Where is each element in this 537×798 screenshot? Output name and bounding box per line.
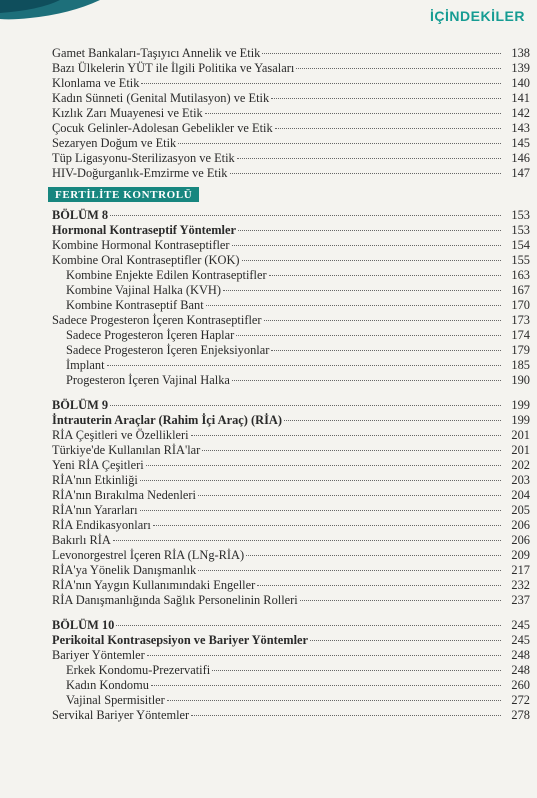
toc-entry[interactable] <box>52 298 530 313</box>
toc-entry-title: RİA'nın Yaygın Kullanımındaki Engeller <box>52 578 256 592</box>
toc-entry-title: Tüp Ligasyonu-Sterilizasyon ve Etik <box>52 151 235 165</box>
dot-leader <box>141 83 501 84</box>
toc-entry-page: 142 <box>511 106 530 120</box>
toc-entry-page: 209 <box>511 548 530 562</box>
dot-leader <box>205 113 501 114</box>
toc-entry-title: Kombine Enjekte Edilen Kontraseptifler <box>66 268 267 282</box>
toc-entry-page: 174 <box>511 328 530 342</box>
dot-leader <box>191 715 501 716</box>
toc-entry[interactable] <box>52 443 530 458</box>
toc-entry-title: Türkiye'de Kullanılan RİA'lar <box>52 443 201 457</box>
toc-entry-page: 170 <box>511 298 530 312</box>
toc-entry-title: İntrauterin Araçlar (Rahim İçi Araç) (RİA) <box>52 413 282 427</box>
toc-entry-page: 232 <box>511 578 530 592</box>
dot-leader <box>146 465 501 466</box>
toc-entry-page: 204 <box>511 488 530 502</box>
toc-entry-page: 145 <box>511 136 530 150</box>
dot-leader <box>237 158 501 159</box>
toc-entry-title: Bariyer Yöntemler <box>52 648 145 662</box>
dot-leader <box>275 128 501 129</box>
toc-entry[interactable] <box>52 373 530 388</box>
toc-entry-title: Progesteron İçeren Vajinal Halka <box>66 373 230 387</box>
toc-entry[interactable] <box>52 563 530 578</box>
toc-entry-title: Hormonal Kontraseptif Yöntemler <box>52 223 236 237</box>
dot-leader <box>107 365 501 366</box>
toc-entry-title: RİA'ya Yönelik Danışmanlık <box>52 563 197 577</box>
toc-entry-page: 237 <box>511 593 530 607</box>
toc-entry-title: İmplant <box>66 358 105 372</box>
toc-entry-title: Kombine Hormonal Kontraseptifler <box>52 238 230 252</box>
toc-entry[interactable] <box>52 503 530 518</box>
toc-entry-title: Levonorgestrel İçeren RİA (LNg-RİA) <box>52 548 245 562</box>
dot-leader <box>212 670 501 671</box>
toc-entry-page: 138 <box>511 46 530 60</box>
dot-leader <box>153 525 501 526</box>
toc-entry[interactable] <box>52 678 530 693</box>
toc-entry[interactable] <box>52 61 530 76</box>
toc-entry-page: 153 <box>511 223 530 237</box>
toc-entry[interactable] <box>52 208 530 223</box>
toc-entry-page: 185 <box>511 358 530 372</box>
toc-entry-title: Kadın Kondomu <box>66 678 149 692</box>
toc-entry-title: Sadece Progesteron İçeren Haplar <box>66 328 235 342</box>
toc-entry-title: RİA'nın Yararları <box>52 503 138 517</box>
toc-entry-page: 154 <box>511 238 530 252</box>
toc-entry[interactable] <box>52 358 530 373</box>
toc-entry-title: Vajinal Spermisitler <box>66 693 165 707</box>
toc-entry-page: 205 <box>511 503 530 517</box>
section-heading: FERTİLİTE KONTROLÜ <box>48 187 199 202</box>
toc-entry-title: Perikoital Kontrasepsiyon ve Bariyer Yöntemler <box>52 633 309 647</box>
toc-entry-title: Sezaryen Doğum ve Etik <box>52 136 177 150</box>
toc-entry[interactable] <box>52 253 530 268</box>
toc-entry-page: 201 <box>511 443 530 457</box>
toc-entry[interactable] <box>52 106 530 121</box>
toc-entry-page: 179 <box>511 343 530 357</box>
toc-entry-page: 245 <box>511 633 530 647</box>
toc-entry[interactable] <box>52 76 530 91</box>
toc-entry[interactable] <box>52 428 530 443</box>
toc-entry-title: Kombine Vajinal Halka (KVH) <box>66 283 221 297</box>
toc-entry-page: 202 <box>511 458 530 472</box>
toc-entry[interactable] <box>52 121 530 136</box>
dot-leader <box>257 585 501 586</box>
dot-leader <box>300 600 501 601</box>
toc-entry-title: Kızlık Zarı Muayenesi ve Etik <box>52 106 203 120</box>
dot-leader <box>271 350 501 351</box>
dot-leader <box>284 420 501 421</box>
dot-leader <box>232 380 501 381</box>
toc-group-chapter-9 <box>52 398 530 608</box>
toc-entry-page: 248 <box>511 648 530 662</box>
dot-leader <box>110 215 501 216</box>
toc-entry-page: 163 <box>511 268 530 282</box>
dot-leader <box>178 143 501 144</box>
toc-entry-title: Kombine Kontraseptif Bant <box>66 298 204 312</box>
toc-entry-page: 190 <box>511 373 530 387</box>
toc-entry-page: 153 <box>511 208 530 222</box>
toc-entry[interactable] <box>52 708 530 723</box>
dot-leader <box>271 98 501 99</box>
toc-entry-title: BÖLÜM 10 <box>52 618 115 632</box>
toc-entry[interactable] <box>52 343 530 358</box>
toc-entry-page: 199 <box>511 398 530 412</box>
toc-entry-title: RİA Endikasyonları <box>52 518 151 532</box>
toc-entry-page: 139 <box>511 61 530 75</box>
table-of-contents <box>52 46 530 723</box>
toc-entry-title: Klonlama ve Etik <box>52 76 140 90</box>
toc-entry-page: 146 <box>511 151 530 165</box>
toc-entry[interactable] <box>52 313 530 328</box>
toc-entry-page: 278 <box>511 708 530 722</box>
dot-leader <box>140 480 501 481</box>
toc-entry-page: 155 <box>511 253 530 267</box>
dot-leader <box>242 260 501 261</box>
toc-entry-page: 167 <box>511 283 530 297</box>
toc-entry[interactable] <box>52 136 530 151</box>
toc-entry[interactable] <box>52 488 530 503</box>
toc-entry-title: Kadın Sünneti (Genital Mutilasyon) ve Etik <box>52 91 270 105</box>
toc-entry-title: RİA'nın Bırakılma Nedenleri <box>52 488 196 502</box>
toc-entry[interactable] <box>52 663 530 678</box>
dot-leader <box>206 305 501 306</box>
toc-entry[interactable] <box>52 283 530 298</box>
dot-leader <box>246 555 501 556</box>
dot-leader <box>191 435 501 436</box>
toc-entry[interactable] <box>52 548 530 563</box>
toc-entry[interactable] <box>52 91 530 106</box>
toc-entry-page: 206 <box>511 533 530 547</box>
dot-leader <box>167 700 501 701</box>
toc-entry[interactable] <box>52 398 530 413</box>
dot-leader <box>198 495 501 496</box>
toc-entry-page: 260 <box>511 678 530 692</box>
dot-leader <box>223 290 501 291</box>
toc-entry[interactable] <box>52 166 530 181</box>
toc-entry-page: 173 <box>511 313 530 327</box>
toc-entry-page: 248 <box>511 663 530 677</box>
dot-leader <box>264 320 501 321</box>
dot-leader <box>113 540 501 541</box>
toc-entry[interactable] <box>52 578 530 593</box>
toc-entry-page: 203 <box>511 473 530 487</box>
dot-leader <box>140 510 501 511</box>
corner-decoration <box>0 0 110 20</box>
page-title: İÇİNDEKİLER <box>430 8 525 24</box>
toc-entry-title: BÖLÜM 9 <box>52 398 109 412</box>
toc-entry[interactable] <box>52 151 530 166</box>
toc-entry-page: 143 <box>511 121 530 135</box>
toc-entry[interactable] <box>52 328 530 343</box>
toc-entry-title: Bakırlı RİA <box>52 533 111 547</box>
toc-entry[interactable] <box>52 413 530 428</box>
toc-entry-title: HIV-Doğurganlık-Emzirme ve Etik <box>52 166 228 180</box>
dot-leader <box>236 335 501 336</box>
toc-entry[interactable] <box>52 46 530 61</box>
toc-entry[interactable] <box>52 533 530 548</box>
dot-leader <box>296 68 501 69</box>
toc-entry-title: Gamet Bankaları-Taşıyıcı Annelik ve Etik <box>52 46 261 60</box>
toc-entry-title: Sadece Progesteron İçeren Kontraseptifler <box>52 313 262 327</box>
dot-leader <box>238 230 501 231</box>
toc-entry-page: 206 <box>511 518 530 532</box>
toc-entry[interactable] <box>52 268 530 283</box>
dot-leader <box>230 173 502 174</box>
dot-leader <box>202 450 501 451</box>
toc-entry[interactable] <box>52 693 530 708</box>
toc-entry-page: 245 <box>511 618 530 632</box>
toc-entry-title: RİA'nın Etkinliği <box>52 473 138 487</box>
toc-group-chapter-10 <box>52 618 530 723</box>
toc-entry[interactable] <box>52 648 530 663</box>
dot-leader <box>310 640 501 641</box>
toc-entry-page: 199 <box>511 413 530 427</box>
toc-entry-page: 217 <box>511 563 530 577</box>
toc-entry-title: Sadece Progesteron İçeren Enjeksiyonlar <box>66 343 270 357</box>
toc-entry-title: RİA Çeşitleri ve Özellikleri <box>52 428 189 442</box>
toc-entry-title: Bazı Ülkelerin YÜT ile İlgili Politika ve Yasaları <box>52 61 295 75</box>
dot-leader <box>151 685 501 686</box>
toc-entry-title: Servikal Bariyer Yöntemler <box>52 708 190 722</box>
toc-entry[interactable] <box>52 473 530 488</box>
toc-entry-page: 140 <box>511 76 530 90</box>
toc-entry-page: 201 <box>511 428 530 442</box>
dot-leader <box>198 570 501 571</box>
toc-entry-title: Yeni RİA Çeşitleri <box>52 458 144 472</box>
dot-leader <box>232 245 501 246</box>
toc-entry-page: 141 <box>511 91 530 105</box>
dot-leader <box>110 405 501 406</box>
toc-entry-title: BÖLÜM 8 <box>52 208 109 222</box>
dot-leader <box>116 625 501 626</box>
toc-entry-title: Çocuk Gelinler-Adolesan Gebelikler ve Etik <box>52 121 273 135</box>
toc-entry-title: Kombine Oral Kontraseptifler (KOK) <box>52 253 240 267</box>
dot-leader <box>147 655 501 656</box>
toc-group-ethics <box>52 46 530 181</box>
toc-entry-title: RİA Danışmanlığında Sağlık Personelinin Rolleri <box>52 593 298 607</box>
toc-entry[interactable] <box>52 238 530 253</box>
toc-entry[interactable] <box>52 458 530 473</box>
toc-entry[interactable] <box>52 633 530 648</box>
toc-entry[interactable] <box>52 593 530 608</box>
dot-leader <box>262 53 501 54</box>
toc-entry[interactable] <box>52 618 530 633</box>
toc-entry-title: Erkek Kondomu-Prezervatifi <box>66 663 211 677</box>
toc-entry-page: 272 <box>511 693 530 707</box>
toc-entry-page: 147 <box>511 166 530 180</box>
toc-entry[interactable] <box>52 223 530 238</box>
toc-group-chapter-8 <box>52 208 530 388</box>
toc-entry[interactable] <box>52 518 530 533</box>
dot-leader <box>269 275 501 276</box>
